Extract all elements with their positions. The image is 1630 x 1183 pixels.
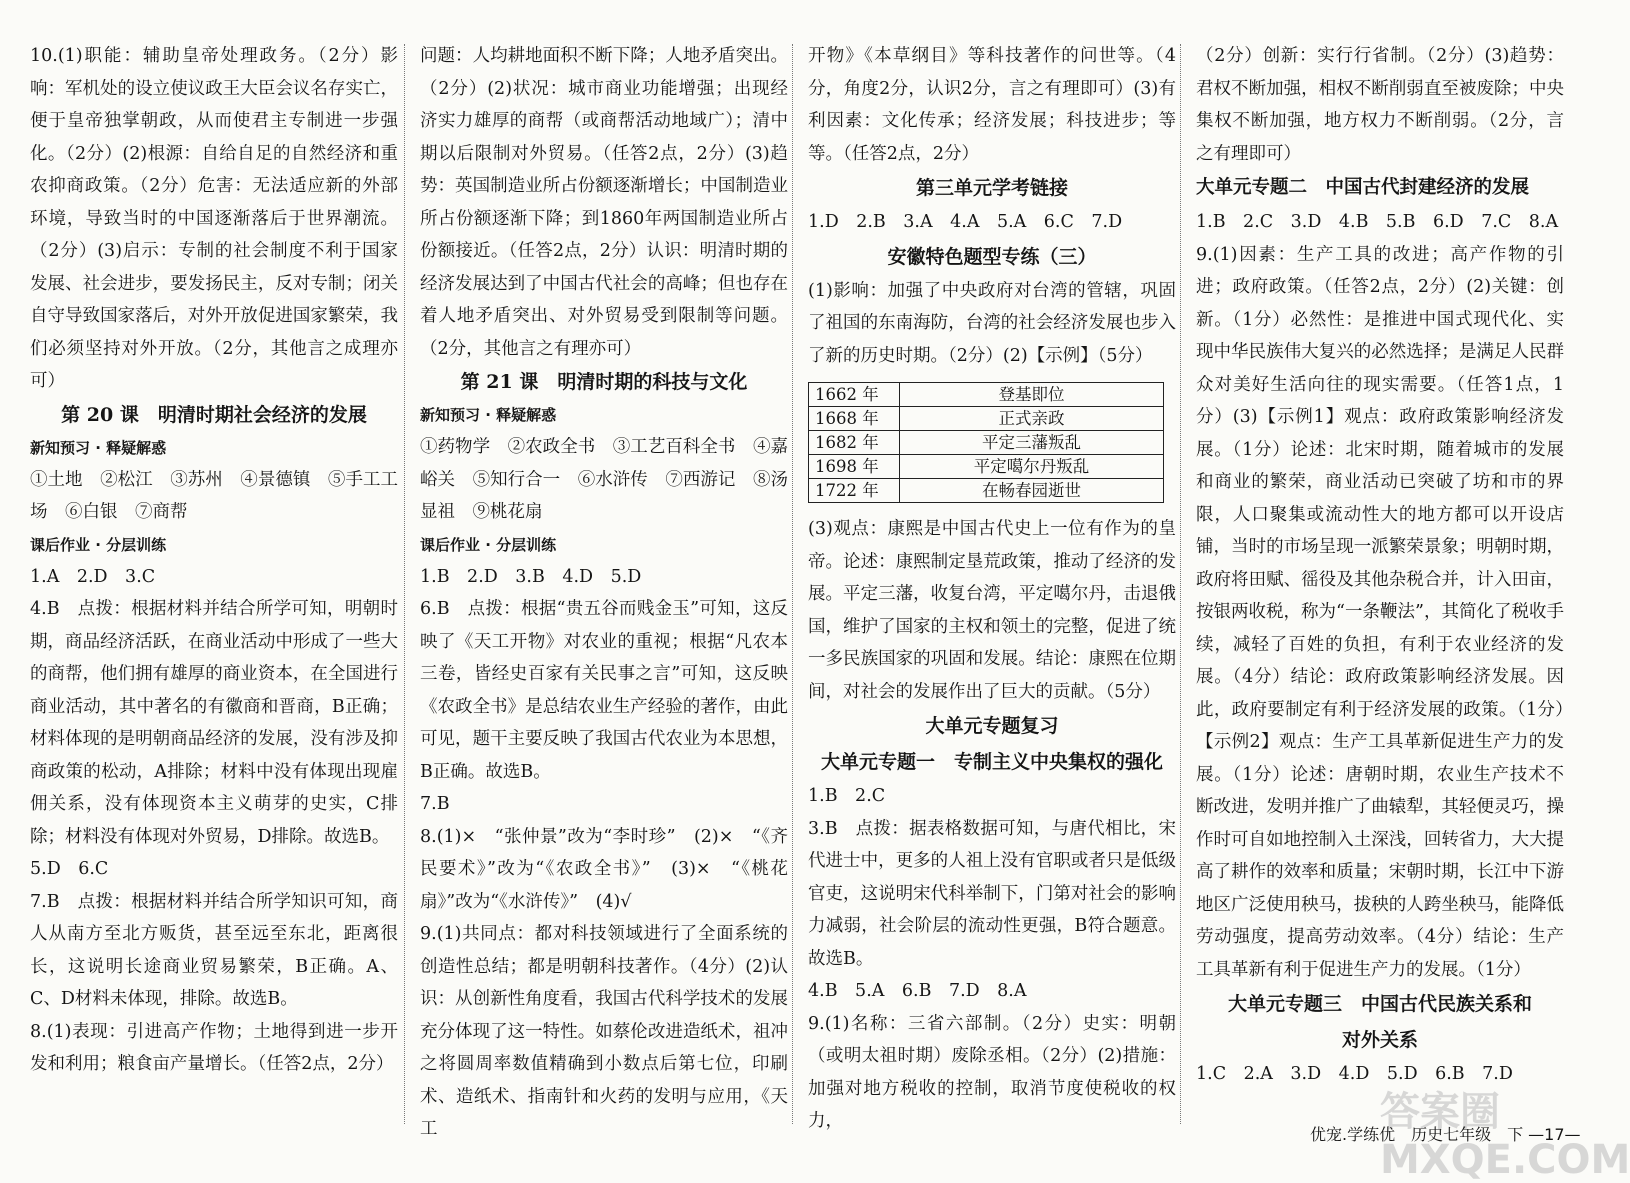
answer-paragraph: 1.C 2.A 3.D 4.D 5.D 6.B 7.D bbox=[1196, 1064, 1513, 1084]
column-4 bbox=[1196, 40, 1564, 1091]
table-cell-event: 登基即位 bbox=[900, 383, 1164, 407]
answer-paragraph: 3.B 点拨：据表格数据可知，与唐代相比，宋代进士中，更多的人祖上没有官职或者只是低级官吏，这说明宋代科举制下，门第对社会的影响力减弱，社会阶层的流动性更强，B符合题意。故选B。 bbox=[808, 818, 1176, 969]
answer-paragraph: 4.B 5.A 6.B 7.D 8.A bbox=[808, 981, 1027, 1001]
answer-paragraph: 1.B 2.D 3.B 4.D 5.D bbox=[420, 566, 642, 587]
section-subheading: 新知预习 · 释疑解惑 bbox=[30, 438, 167, 457]
table-cell-year: 1722 年 bbox=[809, 479, 900, 503]
answer-paragraph: 8.(1)表现：引进高产作物；土地得到进一步开发和利用；粮食亩产量增长。（任答2点，2分） bbox=[30, 1021, 398, 1074]
table-cell-event: 平定三藩叛乱 bbox=[900, 431, 1164, 455]
table-cell-year: 1682 年 bbox=[809, 431, 900, 455]
answer-paragraph: 9.(1)共同点：都对科技领域进行了全面系统的创造性总结；都是明朝科技著作。（4分）(2)认识：从创新性角度看，我国古代科学技术的发展充分体现了这一特性。如蔡伦改进造纸术，祖冲之将圆周率数值精确到小数点后第七位，印刷术、造纸术、指南针和火药的发明与应用，《天工 bbox=[420, 924, 788, 1139]
table-row bbox=[809, 455, 1164, 479]
watermark-logo: 答案圈 MXQE.COM bbox=[1380, 1089, 1630, 1183]
table-row bbox=[809, 407, 1164, 431]
section-heading: 大单元专题复习 bbox=[925, 715, 1059, 737]
answer-paragraph: 9.(1)名称：三省六部制。（2分）史实：明朝（或明太祖时期）废除丞相。（2分）(2)措施：加强对地方税收的控制，取消节度使税收的权力， bbox=[808, 1013, 1176, 1131]
answer-paragraph: （2分）创新：实行行省制。（2分）(3)趋势：君权不断加强，相权不断削弱直至被废除；中央集权不断加强，地方权力不断削弱。（2分，言之有理即可） bbox=[1196, 46, 1564, 164]
answer-paragraph: 开物》《本草纲目》等科技著作的问世等。（4分，角度2分，认识2分，言之有理即可）(3)有利因素：文化传承；经济发展；科技进步；等等。（任答2点，2分） bbox=[808, 46, 1176, 164]
section-subheading: 课后作业 · 分层训练 bbox=[30, 535, 167, 554]
section-heading: 对外关系 bbox=[1341, 1029, 1418, 1051]
table-row bbox=[809, 431, 1164, 455]
column-divider bbox=[792, 44, 793, 1124]
section-heading: 大单元专题二 中国古代封建经济的发展 bbox=[1196, 177, 1530, 198]
answer-paragraph: 9.(1)因素：生产工具的改进；高产作物的引进；政府政策。（任答2点，2分）(2)关键：创新。（1分）必然性：是推进中国式现代化、实现中华民族伟大复兴的必然选择；是满足人民群众对美好生活向往的现实需要。（任答1点，1分）(3)【示例1】观点：政府政策影响经济发展。（1分）论述：北宋时期，随着城市的发展和商业的繁荣，商业活动已突破了坊和市的界限，人口聚集或流动性大的地方都可以开设店铺，当时的市场呈现一派繁荣景象；明朝时期，政府将田赋、徭役及其他杂税合并，计入田亩，按银两收税，称为“一条鞭法”，其简化了税收手续，减轻了百姓的负担，有利于农业经济的发展。（4分）结论：政府政策影响经济发展。因此，政府要制定有利于经济发展的政策。（1分）【示例2】观点：生产工具革新促进生产力的发展。（1分）论述：唐朝时期，农业生产技术不断改进，发明并推广了曲辕犁，其轻便灵巧，操作时可自如地控制入土深浅，回转省力，大大提高了耕作的效率和质量；宋朝时期，长江中下游地区广泛使用秧马，拔秧的人跨坐秧马，能降低劳动强度，提高劳动效率。（4分）结论：生产工具革新有利于促进生产力的发展。（1分） bbox=[1196, 244, 1564, 980]
page-footer: 优宠.学练优 历史七年级 下 —17— bbox=[1310, 1125, 1581, 1144]
table-cell-event: 在畅春园逝世 bbox=[900, 479, 1164, 503]
answer-paragraph: 5.D 6.C bbox=[30, 859, 109, 879]
answer-paragraph: 8.(1)× “张仲景”改为“李时珍” (2)× “《齐民要术》”改为“《农政全书》” (3)× “《桃花扇》”改为“《水浒传》” (4)√ bbox=[420, 826, 788, 912]
answer-paragraph: 7.B bbox=[420, 794, 450, 814]
answer-paragraph: 6.B 点拨：根据“贵五谷而贱金玉”可知，这反映了《天工开物》对农业的重视；根据“凡农本三卷，皆经史百家有关民事之言”可知，这反映《农政全书》是总结农业生产经验的著作，由此可见，题干主要反映了我国古代农业为本思想，B正确。故选B。 bbox=[420, 599, 788, 782]
section-heading: 安徽特色题型专练（三） bbox=[887, 245, 1097, 268]
answer-paragraph: (3)观点：康熙是中国古代史上一位有作为的皇帝。论述：康熙制定垦荒政策，推动了经济的发展。平定三藩，收复台湾，平定噶尔丹，击退俄国，维护了国家的主权和领土的完整，促进了统一多民族国家的巩固和发展。结论：康熙在位期间，对社会的发展作出了巨大的贡献。（5分） bbox=[808, 519, 1176, 702]
section-subheading: 课后作业 · 分层训练 bbox=[420, 535, 557, 554]
answer-paragraph: 7.B 点拨：根据材料并结合所学知识可知，商人从南方至北方贩货，甚至远至东北，距离很长，这说明长途商业贸易繁荣，B正确。A、C、D材料未体现，排除。故选B。 bbox=[30, 891, 398, 1009]
answer-paragraph: 4.B 点拨：根据材料并结合所学可知，明朝时期，商品经济活跃，在商业活动中形成了一些大的商帮，他们拥有雄厚的商业资本，在全国进行商业活动，其中著名的有徽商和晋商，B正确；材料体现的是明朝商品经济的发展，没有涉及抑商政策的松动，A排除；材料中没有体现出现雇佣关系，没有体现资本主义萌芽的史实，C排除；材料没有体现对外贸易，D排除。故选B。 bbox=[30, 599, 398, 847]
answer-paragraph: 1.A 2.D 3.C bbox=[30, 566, 156, 587]
section-heading: 大单元专题一 专制主义中央集权的强化 bbox=[820, 751, 1163, 773]
answer-paragraph: 问题：人均耕地面积不断下降；人地矛盾突出。（2分）(2)状况：城市商业功能增强；出现经济实力雄厚的商帮（或商帮活动地域广）；清中期以后限制对外贸易。（任答2点，2分）(3)趋势：英国制造业所占份额逐渐增长；中国制造业所占份额逐渐下降；到1860年两国制造业所占份额接近。（任答2点，2分）认识：明清时期的经济发展达到了中国古代社会的高峰；但也存在着人地矛盾突出、对外贸易受到限制等问题。（2分，其他言之有理亦可） bbox=[420, 46, 788, 359]
answer-paragraph: 1.B 2.C bbox=[808, 786, 886, 806]
section-heading: 大单元专题三 中国古代民族关系和 bbox=[1227, 993, 1532, 1015]
answer-paragraph: (1)影响：加强了中央政府对台湾的管辖，巩固了祖国的东南海防，台湾的社会经济发展也步入了新的历史时期。（2分）(2)【示例】（5分） bbox=[808, 280, 1176, 366]
column-divider bbox=[1180, 44, 1181, 1124]
column-2 bbox=[420, 40, 788, 1146]
table-row bbox=[809, 383, 1164, 407]
section-subheading: 新知预习 · 释疑解惑 bbox=[420, 406, 557, 424]
answer-paragraph: 10.(1)职能：辅助皇帝处理政务。（2分）影响：军机处的设立使议政王大臣会议名存实亡，便于皇帝独掌朝政，从而使君主专制进一步强化。（2分）(2)根源：自给自足的自然经济和重农抑商政策。（2分）危害：无法适应新的外部环境，导致当时的中国逐渐落后于世界潮流。（2分）(3)启示：专制的社会制度不利于国家发展、社会进步，要发扬民主，反对专制；闭关自守导致国家落后，对外开放促进国家繁荣，我们必须坚持对外开放。（2分，其他言之成理亦可） bbox=[30, 46, 398, 391]
answer-paragraph: 1.B 2.C 3.D 4.B 5.B 6.D 7.C 8.A bbox=[1196, 212, 1559, 232]
answer-paragraph: ①药物学 ②农政全书 ③工艺百科全书 ④嘉峪关 ⑤知行合一 ⑥水浒传 ⑦西游记 ⑧汤显祖 ⑨桃花扇 bbox=[420, 437, 788, 522]
table-row bbox=[809, 479, 1164, 503]
answer-paragraph: 1.D 2.B 3.A 4.A 5.A 6.C 7.D bbox=[808, 212, 1123, 232]
table-cell-event: 平定噶尔丹叛乱 bbox=[900, 455, 1164, 479]
kangxi-timeline-table bbox=[808, 382, 1164, 503]
table-cell-year: 1698 年 bbox=[809, 455, 900, 479]
table-cell-year: 1668 年 bbox=[809, 407, 900, 431]
answer-paragraph: ①土地 ②松江 ③苏州 ④景德镇 ⑤手工工场 ⑥白银 ⑦商帮 bbox=[30, 469, 398, 522]
table-cell-event: 正式亲政 bbox=[900, 407, 1164, 431]
lesson-heading: 第 21 课 明清时期的科技与文化 bbox=[460, 371, 748, 393]
column-1 bbox=[30, 40, 398, 1081]
column-divider bbox=[404, 44, 405, 1124]
column-3 bbox=[808, 40, 1176, 1138]
lesson-heading: 第 20 课 明清时期社会经济的发展 bbox=[61, 403, 367, 426]
table-cell-year: 1662 年 bbox=[809, 383, 900, 407]
section-heading: 第三单元学考链接 bbox=[915, 177, 1068, 199]
